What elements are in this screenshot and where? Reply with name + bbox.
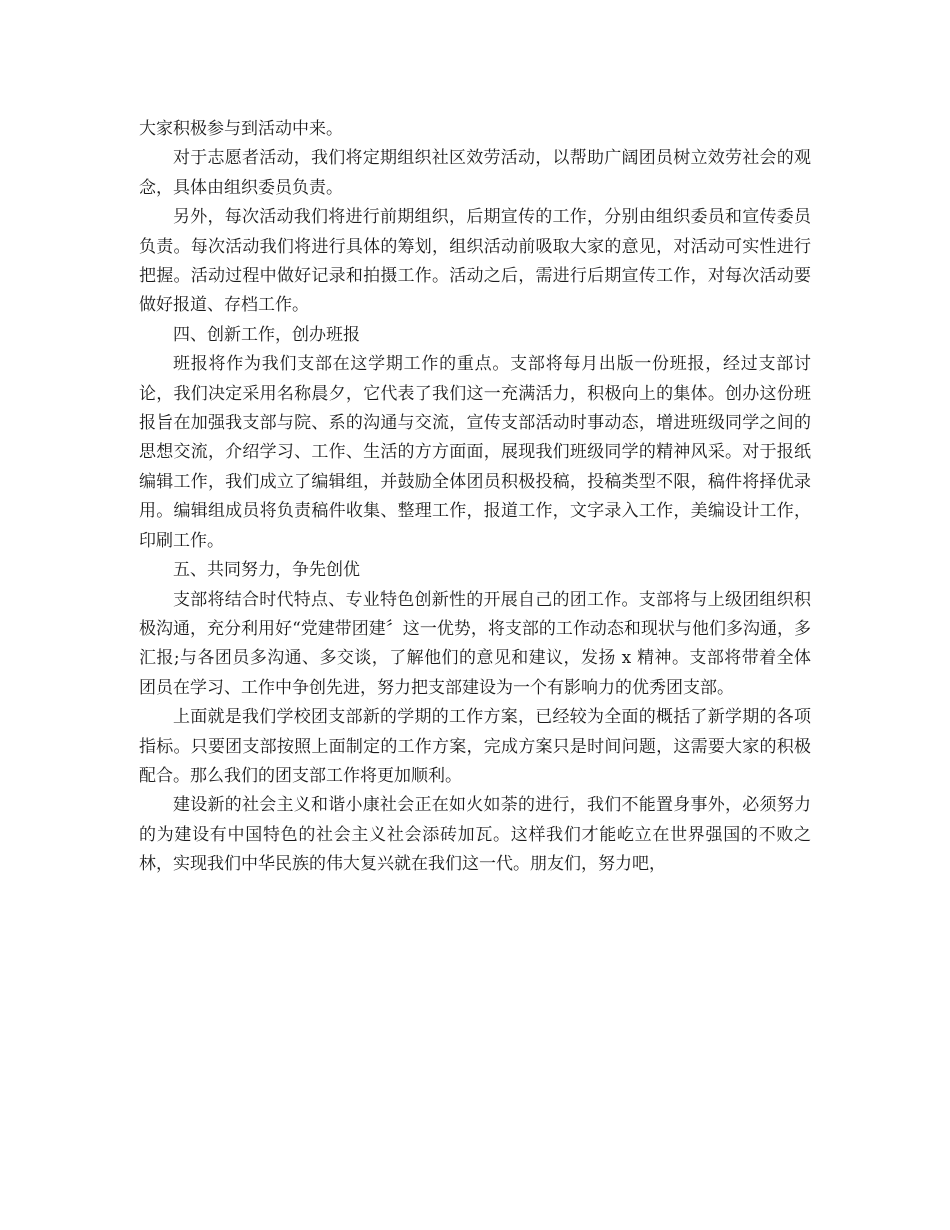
section-heading-joint-effort: 五、共同努力，争先创优 <box>173 560 360 581</box>
paragraph-activity-organization: 另外，每次活动我们将进行前期组织，后期宣传的工作，分别由组织委员和宣传委员负责。每次活动我们将进行具体的筹划，组织活动前吸取大家的意见，对活动可实性进行把握。活动过程中做好记录和拍摄工作。活动之后，需进行后期宣传工作，对每次活动要做好报道、存档工作。 <box>139 207 811 316</box>
document-body <box>139 115 811 880</box>
paragraph-joint-effort: 支部将结合时代特点、专业特色创新性的开展自己的团工作。支部将与上级团组织积极沟通，充分利用好“党建带团建〞这一优势，将支部的工作动态和现状与他们多沟通，多汇报;与各团员多沟通、多交谈，了解他们的意见和建议，发扬 x 精神。支部将带着全体团员在学习、工作中争创先进，努力把支部建设为一个有影响力的优秀团支部。 <box>139 589 811 698</box>
paragraph-continuation: 大家积极参与到活动中来。 <box>139 119 343 139</box>
paragraph-volunteer-activities: 对于志愿者活动，我们将定期组织社区效劳活动，以帮助广阔团员树立效劳社会的观念，具体由组织委员负责。 <box>139 148 811 198</box>
section-heading-class-newspaper: 四、创新工作，创办班报 <box>173 324 360 345</box>
paragraph-class-newspaper: 班报将作为我们支部在这学期工作的重点。支部将每月出版一份班报，经过支部讨论，我们决定采用名称晨夕，它代表了我们这一充满活力，积极向上的集体。创办这份班报旨在加强我支部与院、系的沟通与交流，宣传支部活动时事动态，增进班级同学之间的思想交流，介绍学习、工作、生活的方方面面，展现我们班级同学的精神风采。对于报纸编辑工作，我们成立了编辑组，并鼓励全体团员积极投稿，投稿类型不限，稿件将择优录用。编辑组成员将负责稿件收集、整理工作，报道工作，文字录入工作，美编设计工作，印刷工作。 <box>139 354 811 551</box>
paragraph-closing: 建设新的社会主义和谐小康社会正在如火如荼的进行，我们不能置身事外，必须努力的为建设有中国特色的社会主义社会添砖加瓦。这样我们才能屹立在世界强国的不败之林，实现我们中华民族的伟大复兴就在我们这一代。朋友们，努力吧， <box>139 795 811 875</box>
paragraph-plan-summary: 上面就是我们学校团支部新的学期的工作方案，已经较为全面的概括了新学期的各项指标。只要团支部按照上面制定的工作方案，完成方案只是时间问题，这需要大家的积极配合。那么我们的团支部工作将更加顺利。 <box>139 707 811 786</box>
